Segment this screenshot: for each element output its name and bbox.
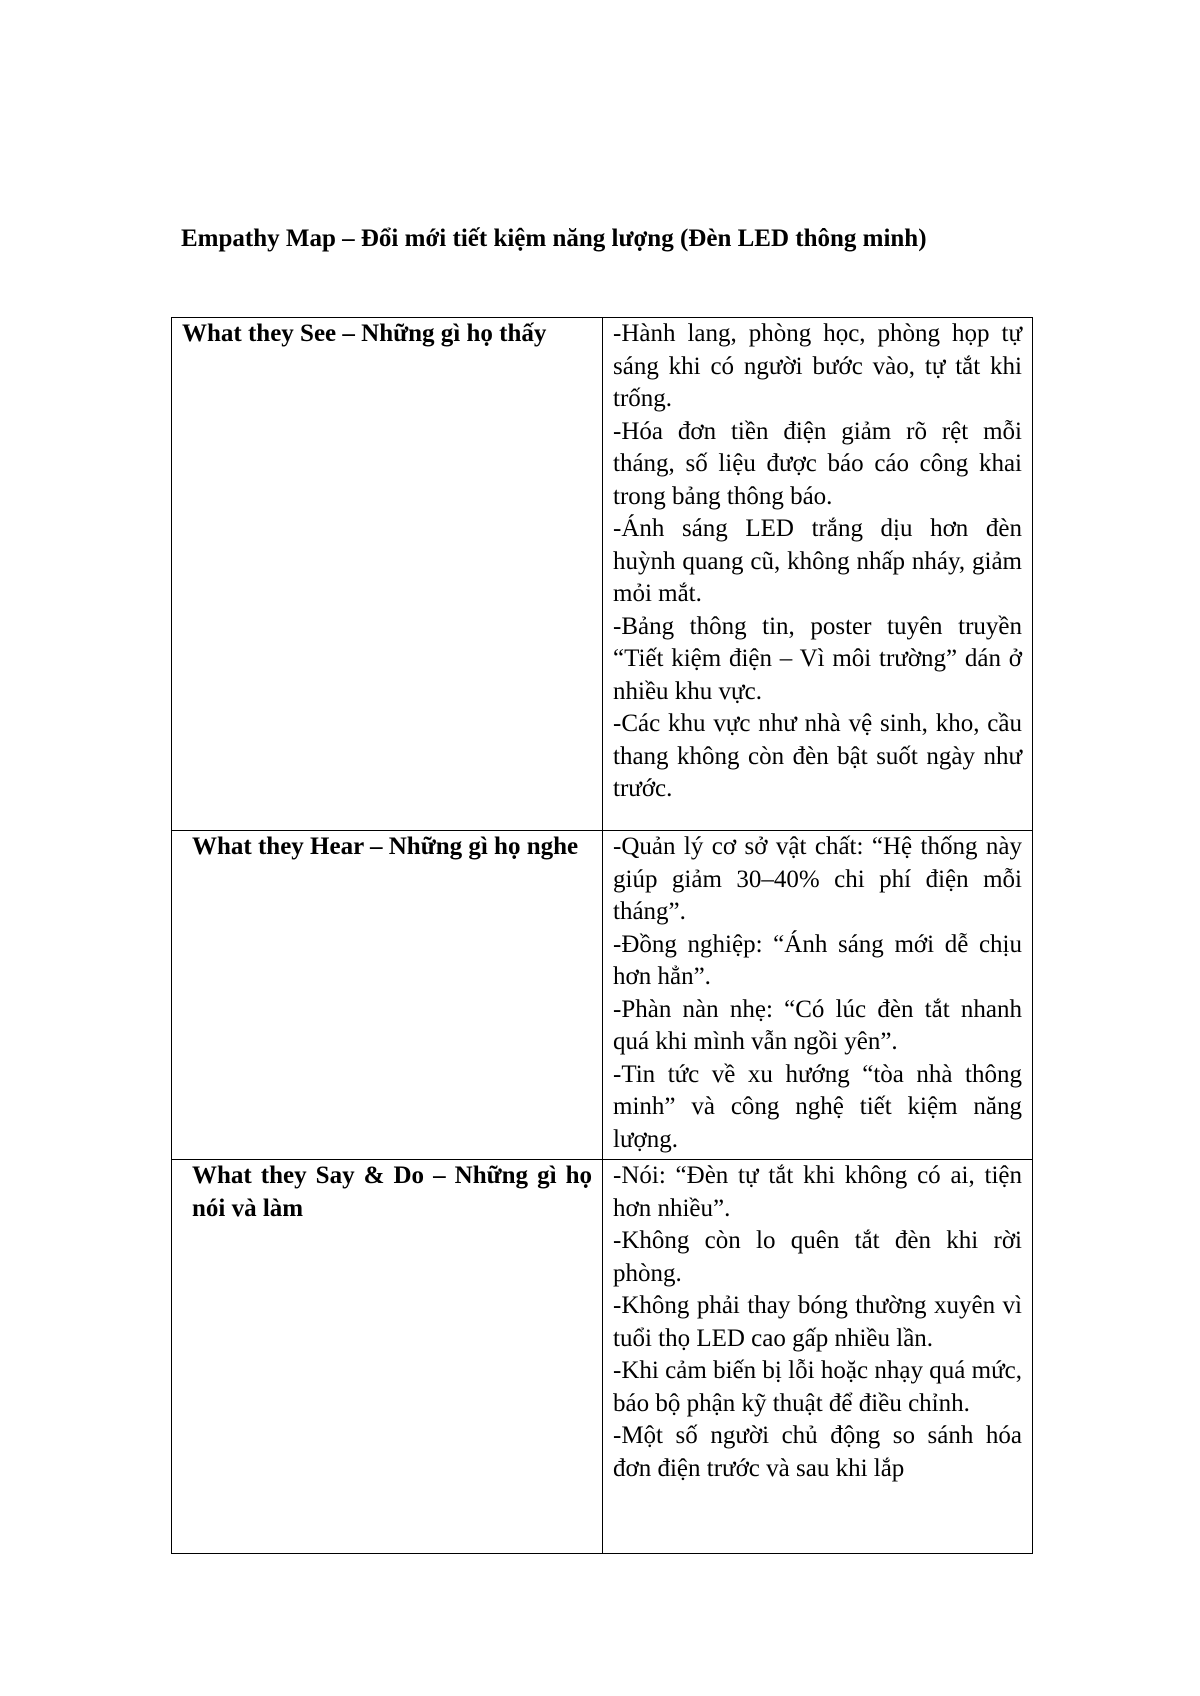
row-label-cell (172, 318, 603, 831)
row-label-see: What they See – Những gì họ thấy (182, 320, 547, 347)
row-label-cell (172, 1160, 603, 1554)
list-item: -Không còn lo quên tắt đèn khi rời phòng. (613, 1227, 1022, 1287)
page-title: Empathy Map – Đổi mới tiết kiệm năng lượng (Đèn LED thông minh) (181, 225, 927, 252)
list-item: -Hành lang, phòng học, phòng họp tự sáng khi có người bước vào, tự tắt khi trống. (613, 320, 1022, 412)
list-item: -Đồng nghiệp: “Ánh sáng mới dễ chịu hơn hẳn”. (613, 930, 1022, 990)
row-content-cell (603, 831, 1033, 1160)
list-item: -Các khu vực như nhà vệ sinh, kho, cầu thang không còn đèn bật suốt ngày như trước. (613, 710, 1022, 802)
list-item: -Quản lý cơ sở vật chất: “Hệ thống này giúp giảm 30–40% chi phí điện mỗi tháng”. (613, 833, 1022, 925)
row-content-cell (603, 1160, 1033, 1554)
list-item: -Không phải thay bóng thường xuyên vì tuổi thọ LED cao gấp nhiều lần. (613, 1292, 1022, 1352)
list-item: -Khi cảm biến bị lỗi hoặc nhạy quá mức, báo bộ phận kỹ thuật để điều chỉnh. (613, 1357, 1022, 1417)
row-label-cell (172, 831, 603, 1160)
row-label-hear: What they Hear – Những gì họ nghe (192, 833, 579, 860)
list-item: -Ánh sáng LED trắng dịu hơn đèn huỳnh quang cũ, không nhấp nháy, giảm mỏi mắt. (613, 515, 1022, 607)
table-row-see (172, 318, 1033, 831)
list-item: -Bảng thông tin, poster tuyên truyền “Tiết kiệm điện – Vì môi trường” dán ở nhiều khu vực. (613, 612, 1022, 705)
row-content-cell (603, 318, 1033, 831)
list-item: -Phàn nàn nhẹ: “Có lúc đèn tắt nhanh quá khi mình vẫn ngồi yên”. (613, 995, 1022, 1055)
empathy-map-table (171, 317, 1033, 1554)
list-item: -Nói: “Đèn tự tắt khi không có ai, tiện hơn nhiều”. (613, 1162, 1022, 1222)
list-item: -Hóa đơn tiền điện giảm rõ rệt mỗi tháng, số liệu được báo cáo công khai trong bảng thông báo. (613, 417, 1022, 510)
list-item: -Một số người chủ động so sánh hóa đơn điện trước và sau khi lắp (613, 1422, 1022, 1482)
row-label-say-do: What they Say & Do – Những gì họ nói và làm (192, 1162, 592, 1222)
list-item: -Tin tức về xu hướng “tòa nhà thông minh” và công nghệ tiết kiệm năng lượng. (613, 1060, 1022, 1153)
table-row-hear (172, 831, 1033, 1160)
table-row-say-do (172, 1160, 1033, 1554)
